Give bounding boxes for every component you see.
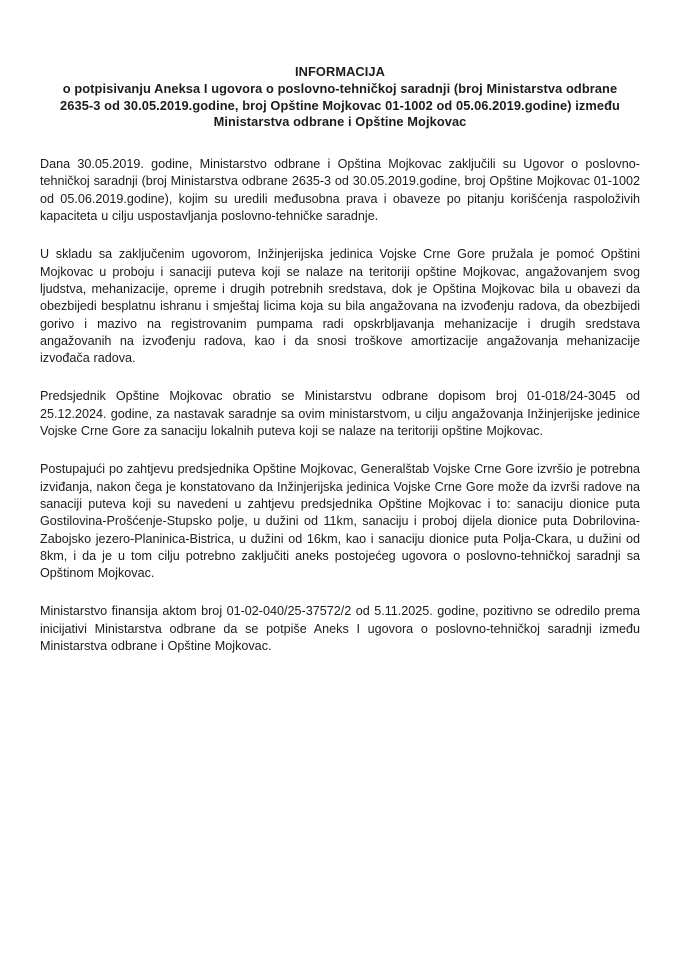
document-subtitle-line-2: 2635-3 od 30.05.2019.godine, broj Opštine Mojkovac 01-1002 od 05.06.2019.godine) između [60, 97, 620, 113]
document-title: INFORMACIJA [295, 64, 385, 79]
paragraph-finance-ministry-approval: Ministarstvo finansija aktom broj 01-02-040/25-37572/2 od 5.11.2025. godine, pozitivno se odredilo prema inicijativi Ministarstva odbrane da se potpiše Aneks I ugovora o poslovno-tehničkoj saradnji između Ministarstva odbrane i Opštine Mojkovac. [40, 604, 640, 654]
document-subtitle-line-1: o potpisivanju Aneksa I ugovora o poslovno-tehničkoj saradnji (broj Ministarstva odbrane [62, 80, 618, 96]
paragraph-mayor-request: Predsjednik Opštine Mojkovac obratio se Ministarstvu odbrane dopisom broj 01-018/24-3045 od 25.12.2024. godine, za nastavak saradnje sa ovim ministarstvom, u cilju angažovanja Inžinjerijske jedinice Vojske Crne Gore za sanaciju lokalnih puteva koji se nalaze na teritoriji opštine Mojkovac. [40, 389, 640, 439]
paragraph-engineering-unit-assistance: U skladu sa zaključenim ugovorom, Inžinjerijska jedinica Vojske Crne Gore pružala je pomoć Opštini Mojkovac u proboju i sanaciji puteva koji se nalaze na teritoriji opštine Mojkovac, angažovanjem svog ljudstva, mehanizacije, opreme i drugih potrebnih sredstava, dok je Opština Mojkovac bila u obavezi da obezbijedi besplatnu ishranu i smještaj licima koja su bila angažovana na izvođenju radova, da obezbijedi gorivo i mazivo na registrovanim pumpama radi opskrbljavanja mehanizacije i drugih sredstava angažovanih na izvođenju radova, kao i da snosi troškove amortizacije angažovanja mehanizacije izvođača radova. [40, 247, 640, 366]
document-subtitle-line-3: Ministarstva odbrane i Opštine Mojkovac [213, 114, 467, 130]
paragraph-general-staff-assessment: Postupajući po zahtjevu predsjednika Opštine Mojkovac, Generalštab Vojske Crne Gore izvršio je potrebna izviđanja, nakon čega je konstatovano da Inžinjerijska jedinica Vojske Crne Gore može da izvrši radove na sanaciji puteva koji su navedeni u zahtjevu predsjednika Opštine Mojkovac i to: sanaciju dionice puta Gostilovina-Prošćenje-Stupsko polje, u dužini od 11km, sanaciju i proboj dijela dionice puta Dobrilovina-Zabojsko jezero-Planinica-Bistrica, u dužini od 16km, kao i sanaciju dionice puta Polja-Ckara, u dužini od 8km, i da je u tom cilju potrebno zaključiti aneks postojećeg ugovora o poslovno-tehničkoj saradnji sa Opštinom Mojkovac. [40, 462, 640, 581]
document-body [40, 156, 640, 655]
paragraph-contract-signed: Dana 30.05.2019. godine, Ministarstvo odbrane i Opština Mojkovac zaključili su Ugovor o poslovno-tehničkoj saradnji (broj Ministarstva odbrane 2635-3 od 30.05.2019.godine, broj Opštine Mojkovac 01-1002 od 05.06.2019.godine), kojim su uredili međusobna prava i obaveze po pitanju korišćenja raspoloživih kapaciteta u cilju uspostavljanja poslovno-tehničke saradnje. [40, 157, 640, 224]
document-title-block [40, 64, 640, 131]
